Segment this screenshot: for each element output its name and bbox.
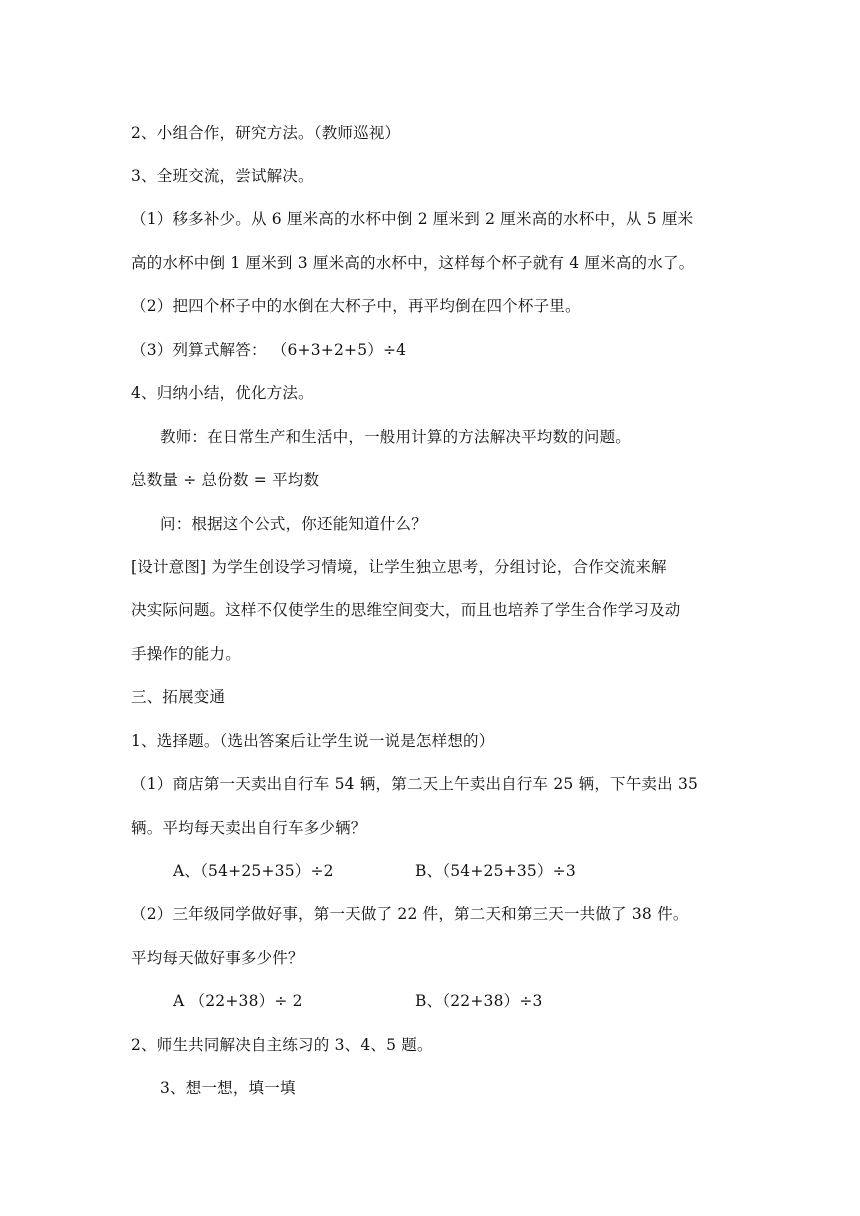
question-1-line-2: 辆。平均每天卖出自行车多少辆？ xyxy=(131,819,367,837)
step-4-summary: 4、归纳小结，优化方法。 xyxy=(131,384,314,402)
question-1-option-b: B、（54+25+35）÷3 xyxy=(415,862,576,880)
design-intent-line-2: 决实际问题。这样不仅使学生的思维空间变大，而且也培养了学生合作学习及动 xyxy=(131,601,681,619)
question-2-option-b: B、（22+38）÷3 xyxy=(415,992,543,1010)
method-1-line-1: （1）移多补少。从 6 厘米高的水杯中倒 2 厘米到 2 厘米高的水杯中，从 5 厘米 xyxy=(131,210,694,228)
exercise-3-heading: 3、想一想，填一填 xyxy=(160,1079,296,1097)
design-intent-line-1: [设计意图] 为学生创设学习情境，让学生独立思考，分组讨论，合作交流来解 xyxy=(131,558,667,576)
design-intent-line-3: 手操作的能力。 xyxy=(131,645,241,663)
section-3-heading: 三、拓展变通 xyxy=(131,688,226,706)
teacher-question: 问：根据这个公式，你还能知道什么？ xyxy=(160,515,427,533)
question-2-option-a: A （22+38）÷ 2 xyxy=(173,992,303,1010)
question-1-line-1: （1）商店第一天卖出自行车 54 辆，第二天上午卖出自行车 25 辆，下午卖出 35 xyxy=(131,775,699,793)
question-1-option-a: A、（54+25+35）÷2 xyxy=(173,862,334,880)
teacher-statement: 教师：在日常生产和生活中，一般用计算的方法解决平均数的问题。 xyxy=(160,428,632,446)
exercise-1-heading: 1、选择题。（选出答案后让学生说一说是怎样想的） xyxy=(131,732,495,750)
step-2-group-work: 2、小组合作，研究方法。（教师巡视） xyxy=(131,124,401,142)
exercise-2-heading: 2、师生共同解决自主练习的 3、4、5 题。 xyxy=(131,1036,433,1054)
method-2: （2）把四个杯子中的水倒在大杯子中，再平均倒在四个杯子里。 xyxy=(131,297,581,315)
question-2-line-1: （2）三年级同学做好事，第一天做了 22 件，第二天和第三天一共做了 38 件。 xyxy=(131,905,689,923)
method-3-formula: （3）列算式解答： （6+3+2+5）÷4 xyxy=(131,341,407,359)
step-3-class-exchange: 3、全班交流，尝试解决。 xyxy=(131,167,314,185)
question-2-line-2: 平均每天做好事多少件？ xyxy=(131,949,304,967)
method-1-line-2: 高的水杯中倒 1 厘米到 3 厘米高的水杯中，这样每个杯子就有 4 厘米高的水了。 xyxy=(131,254,695,272)
average-formula: 总数量 ÷ 总份数 = 平均数 xyxy=(131,471,320,489)
